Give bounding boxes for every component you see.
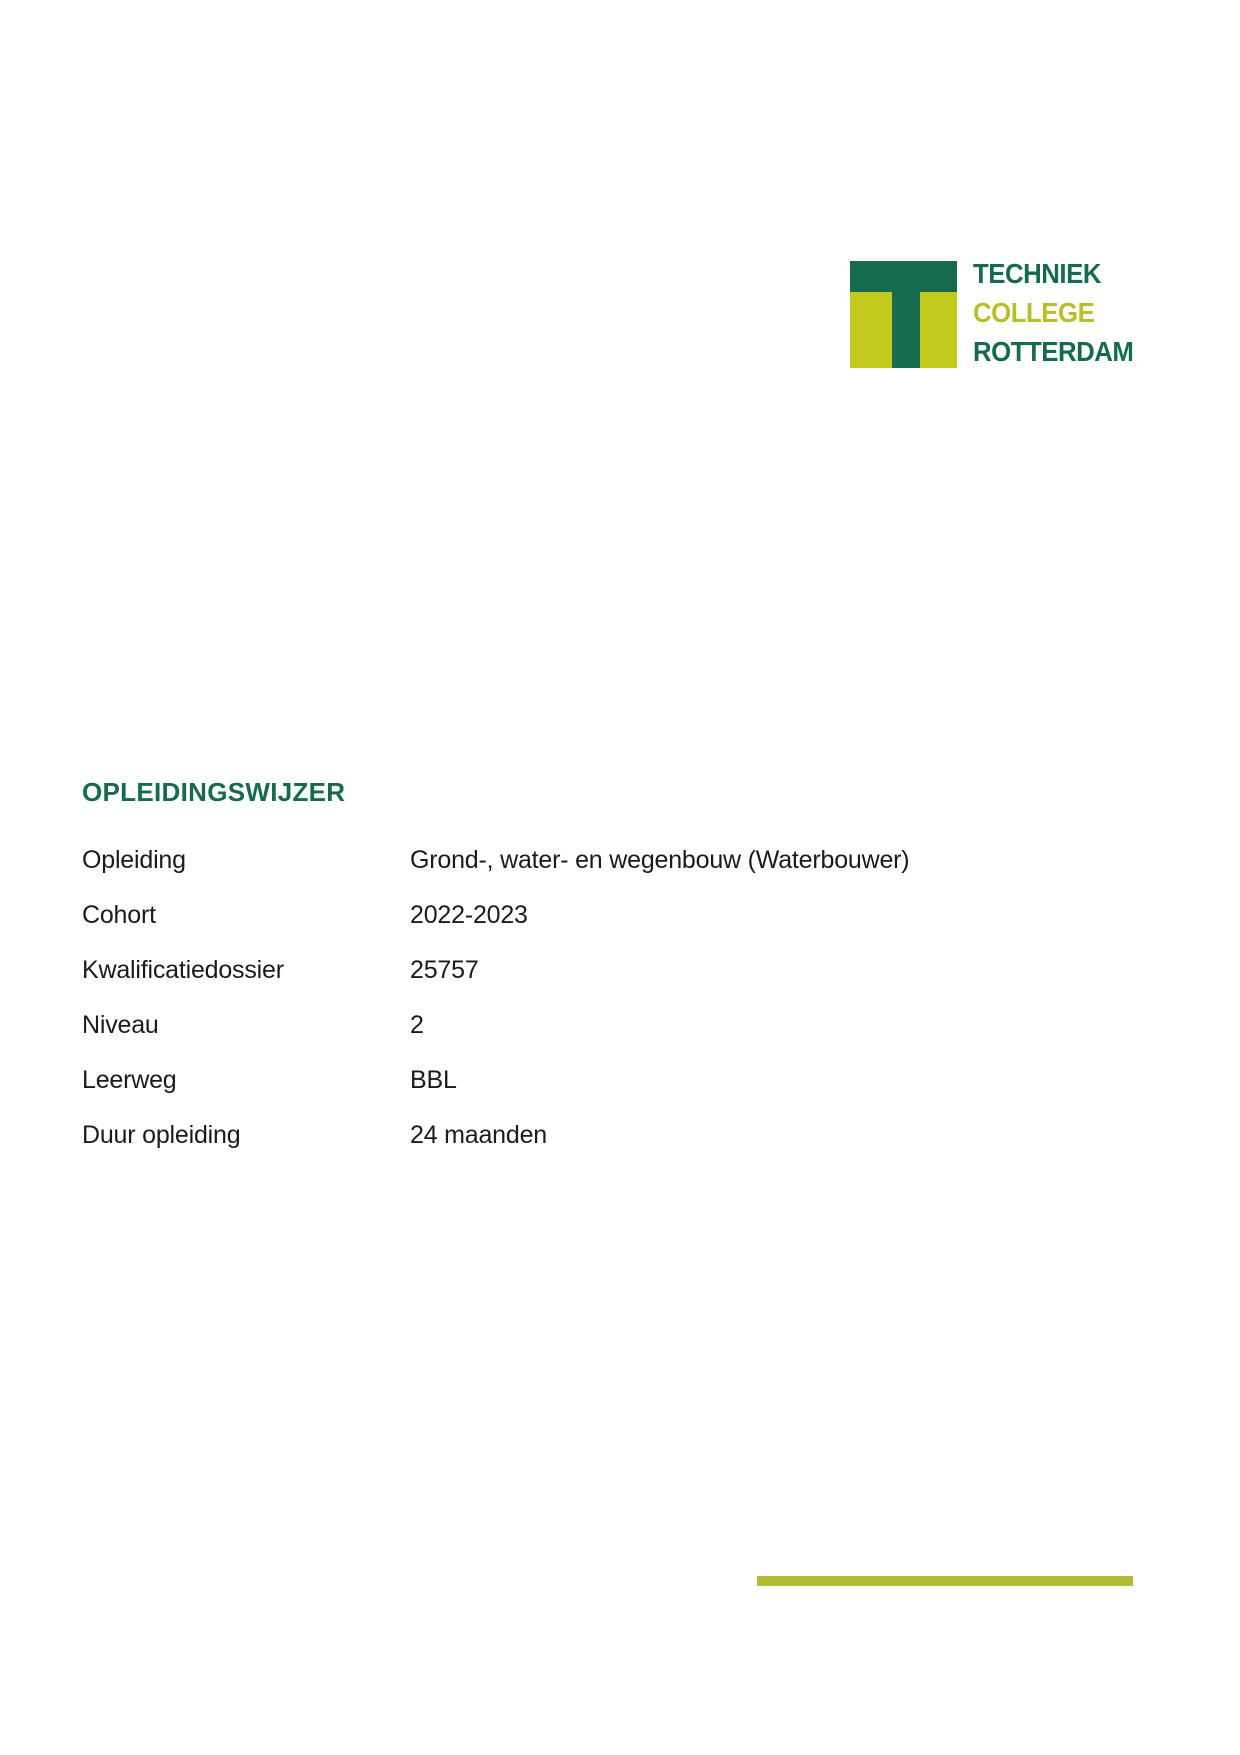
logo-wordmark bbox=[973, 254, 1147, 371]
detail-label: Duur opleiding bbox=[82, 1121, 241, 1149]
details-table bbox=[82, 833, 1082, 1163]
logo-t-bar bbox=[850, 261, 957, 292]
detail-row bbox=[82, 833, 1082, 888]
detail-value: 2022-2023 bbox=[410, 901, 528, 929]
logo-word-rotterdam: ROTTERDAM bbox=[973, 336, 1134, 367]
logo-t-stem bbox=[892, 292, 920, 368]
detail-value: 25757 bbox=[410, 956, 479, 984]
detail-row bbox=[82, 888, 1082, 943]
detail-row bbox=[82, 1053, 1082, 1108]
detail-row bbox=[82, 943, 1082, 998]
page-title: OPLEIDINGSWIJZER bbox=[82, 777, 346, 807]
detail-label: Cohort bbox=[82, 901, 156, 929]
logo-t-mark-icon bbox=[850, 261, 957, 368]
detail-value: 2 bbox=[410, 1011, 424, 1039]
logo-right-block bbox=[920, 292, 957, 368]
detail-label: Leerweg bbox=[82, 1066, 177, 1094]
detail-label: Kwalificatiedossier bbox=[82, 956, 284, 984]
detail-value: BBL bbox=[410, 1066, 457, 1094]
detail-value: Grond-, water- en wegenbouw (Waterbouwer) bbox=[410, 846, 910, 874]
logo-word-college: COLLEGE bbox=[973, 297, 1095, 328]
logo-word-techniek: TECHNIEK bbox=[973, 258, 1101, 289]
footer-accent-bar bbox=[757, 1576, 1133, 1586]
logo-left-block bbox=[850, 292, 892, 368]
detail-label: Niveau bbox=[82, 1011, 159, 1039]
detail-label: Opleiding bbox=[82, 846, 186, 874]
detail-row bbox=[82, 1108, 1082, 1163]
logo-t-lower bbox=[850, 292, 957, 368]
detail-value: 24 maanden bbox=[410, 1121, 548, 1149]
detail-row bbox=[82, 998, 1082, 1053]
